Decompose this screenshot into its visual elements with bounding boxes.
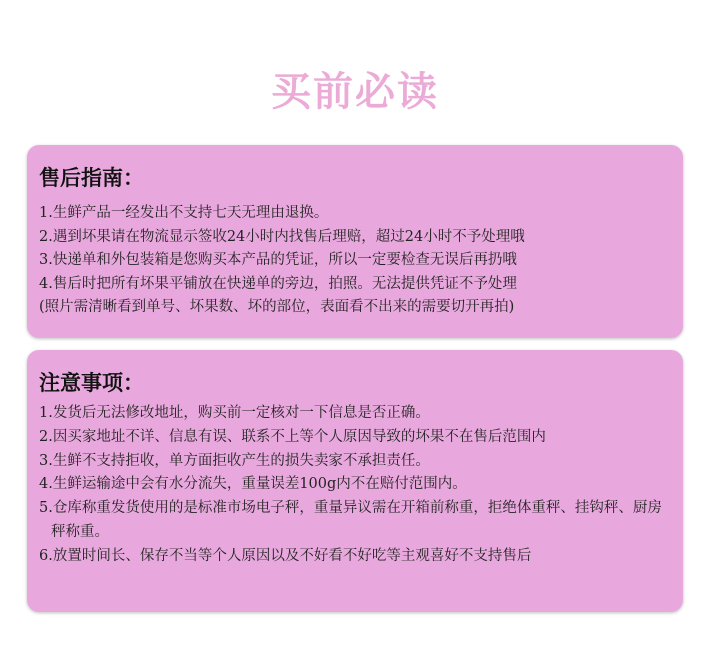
list-item: 4.生鲜运输途中会有水分流失，重量误差100g内不在赔付范围内。 bbox=[39, 476, 467, 493]
list-item: 4.售后时把所有坏果平铺放在快递单的旁边，拍照。无法提供凭证不予处理 bbox=[39, 275, 517, 292]
list-item: 2.遇到坏果请在物流显示签收24小时内找售后理赔，超过24小时不予处理哦 bbox=[39, 228, 525, 245]
list-item: 6.放置时间长、保存不当等个人原因以及不好看不好吃等主观喜好不支持售后 bbox=[39, 547, 532, 564]
list-item: 3.生鲜不支持拒收，单方面拒收产生的损失卖家不承担责任。 bbox=[39, 452, 430, 469]
notes-panel bbox=[27, 350, 683, 612]
list-item: 5.仓库称重发货使用的是标准市场电子秤，重量异议需在开箱前称重，拒绝体重秤、挂钩秤、厨房秤称重。 bbox=[39, 500, 662, 540]
list-item: 1.生鲜产品一经发出不支持七天无理由退换。 bbox=[39, 205, 329, 221]
list-item: 1.发货后无法修改地址，购买前一定核对一下信息是否正确。 bbox=[39, 405, 430, 421]
notes-heading: 注意事项： bbox=[39, 371, 144, 395]
page-title: 买前必读 bbox=[271, 69, 439, 115]
list-item: 2.因买家地址不详、信息有误、联系不上等个人原因导致的坏果不在售后范围内 bbox=[39, 428, 546, 445]
list-item: (照片需清晰看到单号、坏果数、坏的部位，表面看不出来的需要切开再拍) bbox=[39, 299, 515, 315]
notes-list bbox=[39, 402, 674, 569]
after-sales-list bbox=[39, 202, 674, 320]
after-sales-heading: 售后指南： bbox=[39, 166, 144, 190]
list-item: 3.快递单和外包装箱是您购买本产品的凭证，所以一定要检查无误后再扔哦 bbox=[39, 252, 517, 268]
after-sales-guide-panel bbox=[27, 145, 683, 338]
